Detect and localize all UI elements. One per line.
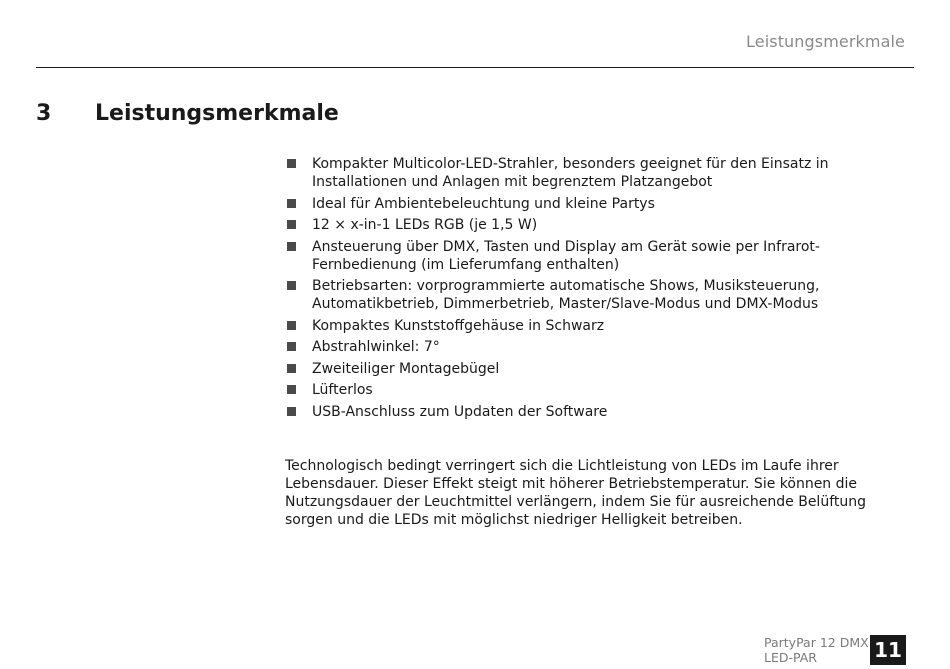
list-item — [285, 277, 910, 313]
list-item-text: Zweiteiliger Montagebügel — [312, 360, 500, 377]
list-item-text: Betriebsarten: vorprogrammierte automatische Shows, Musiksteuerung, Automatikbetrieb, Dimmerbetrieb, Master/Slave-Modus und DMX-Modus — [312, 278, 820, 312]
list-item — [285, 317, 910, 335]
list-item — [285, 195, 910, 213]
list-item-text: Kompakter Multicolor-LED-Strahler, besonders geeignet für den Einsatz in Installationen und Anlagen mit begrenztem Platzangebot — [312, 156, 829, 190]
square-bullet-icon — [287, 281, 296, 290]
list-item — [285, 381, 910, 399]
footer-product-line: LED-PAR — [764, 650, 817, 665]
square-bullet-icon — [287, 407, 296, 416]
list-item — [285, 216, 910, 234]
header-rule — [36, 67, 914, 68]
square-bullet-icon — [287, 199, 296, 208]
list-item-text: Lüfterlos — [312, 382, 373, 398]
list-item-text: Ideal für Ambientebeleuchtung und kleine Partys — [312, 195, 655, 212]
footer-product-line: PartyPar 12 DMX — [764, 635, 869, 650]
square-bullet-icon — [287, 385, 296, 394]
list-item-text: Ansteuerung über DMX, Tasten und Display am Gerät sowie per Infrarot-Fernbedienung (im Lieferumfang enthalten) — [312, 238, 820, 273]
square-bullet-icon — [287, 364, 296, 373]
square-bullet-icon — [287, 342, 296, 351]
square-bullet-icon — [287, 321, 296, 330]
list-item — [285, 338, 910, 356]
led-lifetime-note: Technologisch bedingt verringert sich die Lichtleistung von LEDs im Laufe ihrer Lebensdauer. Dieser Effekt steigt mit höherer Betriebstemperatur. Sie können die Nutzungsdauer der Leuchtmittel verlängern, indem Sie für ausreichende Belüftung sorgen und die LEDs mit möglichst niedriger Helligkeit betreiben. — [285, 458, 866, 528]
feature-list — [285, 155, 910, 424]
chapter-number: 3 — [36, 101, 52, 126]
running-header: Leistungsmerkmale — [746, 32, 905, 51]
list-item — [285, 155, 910, 191]
square-bullet-icon — [287, 159, 296, 168]
list-item-text: Kompaktes Kunststoffgehäuse in Schwarz — [312, 317, 605, 334]
list-item — [285, 403, 910, 421]
footer-product-name — [764, 635, 869, 665]
list-item — [285, 238, 910, 274]
chapter-title: Leistungsmerkmale — [95, 101, 339, 126]
list-item — [285, 360, 910, 378]
page-number: 11 — [870, 635, 906, 665]
list-item-text: Abstrahlwinkel: 7° — [312, 339, 440, 355]
list-item-text: 12 × x-in-1 LEDs RGB (je 1,5 W) — [312, 217, 538, 233]
square-bullet-icon — [287, 242, 296, 251]
square-bullet-icon — [287, 220, 296, 229]
list-item-text: USB-Anschluss zum Updaten der Software — [312, 403, 608, 420]
